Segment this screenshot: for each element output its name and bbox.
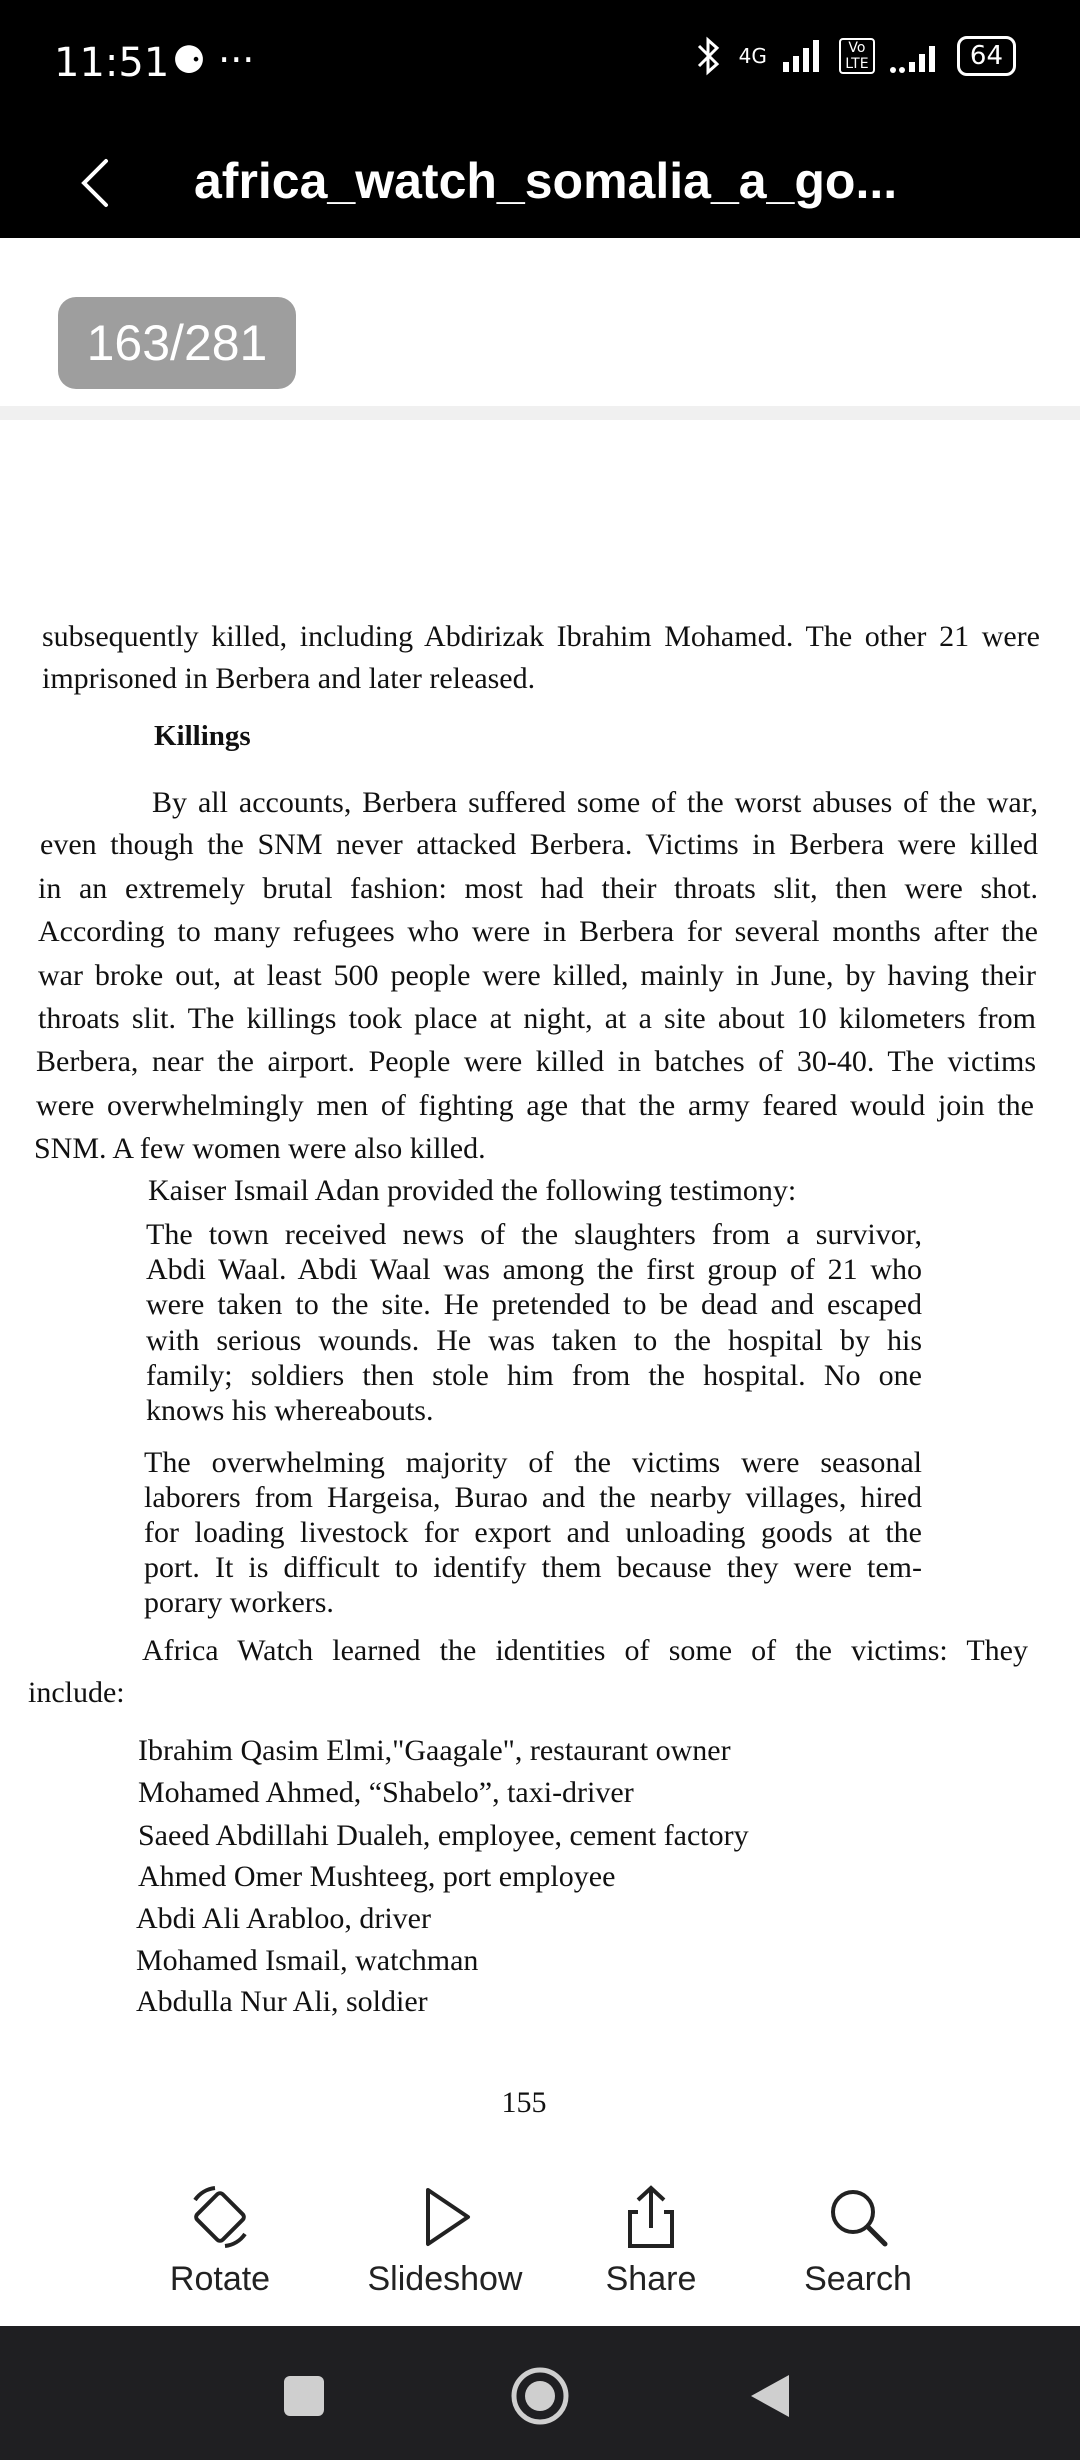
share-icon (616, 2182, 686, 2252)
back-nav-button[interactable] (730, 2356, 810, 2436)
slideshow-button[interactable] (345, 2180, 545, 2320)
bluetooth-icon (691, 36, 725, 76)
divider (0, 406, 1080, 420)
quote-line: family; soldiers then stole him from the hospital. No one (146, 1359, 922, 1392)
quote-line: The overwhelming majority of the victims were seasonal (144, 1446, 922, 1479)
victim-list-item: Ahmed Omer Mushteeg, port employee (138, 1860, 616, 1893)
notification-icons: ⚈ ··· (172, 38, 255, 82)
text-line: SNM. A few women were also killed. (34, 1132, 486, 1165)
battery-indicator: 64 (957, 36, 1016, 76)
signal-icon (781, 38, 825, 74)
text-line: By all accounts, Berbera suffered some of the worst abuses of the war, (152, 786, 1038, 819)
document-title: africa_watch_somalia_a_go... (194, 153, 898, 209)
page-indicator: 163/281 (58, 297, 296, 389)
text-line: Africa Watch learned the identities of some of the victims: They (142, 1634, 1028, 1667)
text-line: in an extremely brutal fashion: most had their throats slit, then were shot. (38, 872, 1038, 905)
text-line: Berbera, near the airport. People were killed in batches of 30-40. The victims (36, 1045, 1036, 1078)
victim-list-item: Abdi Ali Arabloo, driver (136, 1902, 431, 1935)
search-label: Search (804, 2260, 912, 2298)
text-line: Kaiser Ismail Adan provided the following testimony: (148, 1174, 797, 1207)
rotate-button[interactable] (120, 2180, 320, 2320)
search-button[interactable] (758, 2180, 958, 2320)
quote-line: porary workers. (144, 1586, 334, 1619)
quote-line: port. It is difficult to identify them because they were tem- (144, 1551, 922, 1584)
text-line: were overwhelmingly men of fighting age that the army feared would join the (36, 1089, 1034, 1122)
victim-list-item: Abdulla Nur Ali, soldier (136, 1985, 428, 2018)
victim-list-item: Mohamed Ismail, watchman (136, 1944, 479, 1977)
text-line: include: (28, 1676, 125, 1709)
text-line: throats slit. The killings took place at night, at a site about 10 kilometers from (38, 1002, 1036, 1035)
back-button[interactable] (60, 138, 130, 228)
status-time: 11:51 (54, 40, 170, 86)
text-line: even though the SNM never attacked Berbera. Victims in Berbera were killed (40, 828, 1038, 861)
quote-line: The town received news of the slaughters from a survivor, (146, 1218, 922, 1251)
victim-list-item: Ibrahim Qasim Elmi,"Gaagale", restaurant owner (138, 1734, 731, 1767)
recents-button[interactable] (264, 2356, 344, 2436)
rotate-icon (185, 2182, 255, 2252)
home-button[interactable] (500, 2356, 580, 2436)
quote-line: laborers from Hargeisa, Burao and the nearby villages, hired (144, 1481, 922, 1514)
slideshow-label: Slideshow (367, 2260, 523, 2298)
text-line: war broke out, at least 500 people were killed, mainly in June, by having their (38, 959, 1036, 992)
volte-badge: Vo LTE (839, 38, 875, 74)
chevron-left-icon (78, 157, 112, 209)
page-number: 155 (501, 2086, 547, 2119)
text-line: imprisoned in Berbera and later released. (42, 662, 536, 695)
rotate-label: Rotate (169, 2260, 271, 2298)
section-heading: Killings (154, 720, 251, 752)
status-right-icons (691, 36, 1016, 76)
app-bar (0, 128, 1080, 238)
victim-list-item: Mohamed Ahmed, “Shabelo”, taxi-driver (138, 1776, 634, 1809)
home-circle-icon (509, 2365, 571, 2427)
quote-line: were taken to the site. He pretended to be dead and escaped (146, 1288, 922, 1321)
text-line: subsequently killed, including Abdirizak Ibrahim Mohamed. The other 21 were (42, 620, 1040, 653)
victim-list-item: Saeed Abdillahi Dualeh, employee, cement factory (138, 1819, 749, 1852)
quote-line: knows his whereabouts. (146, 1394, 434, 1427)
share-label: Share (605, 2260, 697, 2298)
share-button[interactable] (551, 2180, 751, 2320)
network-type: 4G (738, 44, 767, 68)
bottom-toolbar (0, 2172, 1080, 2324)
text-line: According to many refugees who were in Berbera for several months after the (38, 915, 1038, 948)
status-bar (0, 0, 1080, 128)
system-nav-bar (0, 2326, 1080, 2460)
search-icon (823, 2182, 893, 2252)
document-page[interactable] (0, 420, 1080, 2150)
play-icon (410, 2182, 480, 2252)
quote-line: Abdi Waal. Abdi Waal was among the first group of 21 who (146, 1253, 922, 1286)
quote-line: for loading livestock for export and unloading goods at the (144, 1516, 922, 1549)
signal-2-icon (889, 38, 943, 74)
triangle-back-icon (747, 2371, 793, 2421)
quote-line: with serious wounds. He was taken to the hospital by his (146, 1324, 922, 1357)
square-icon (282, 2374, 326, 2418)
